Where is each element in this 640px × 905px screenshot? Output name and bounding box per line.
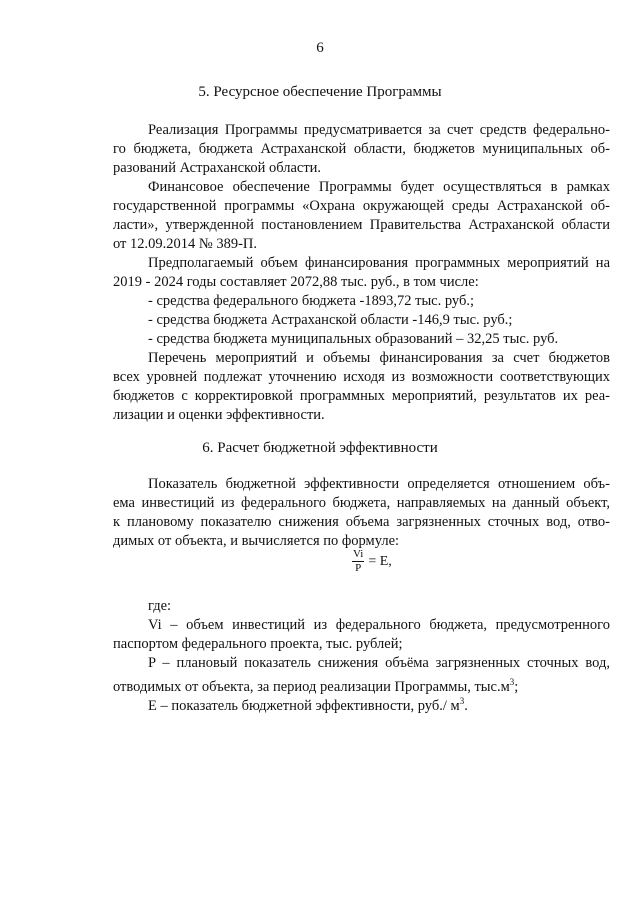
s5-line-13: Перечень мероприятий и объемы финансирования за счет бюджетов xyxy=(148,350,610,366)
s5-line-8: Предполагаемый объем финансирования программных мероприятий на xyxy=(148,255,610,271)
superscript-3: 3 xyxy=(509,677,515,687)
formula-numerator: Vi xyxy=(353,548,364,560)
s5-line-6: ласти», утвержденной постановлением Правительства Астраханской области xyxy=(113,217,610,233)
s5-line-5: государственной программы «Охрана окружающей среды Астраханской об- xyxy=(113,198,610,214)
where-label: где: xyxy=(148,598,172,614)
s5-line-2: го бюджета, бюджета Астраханской области, бюджетов муниципальных об- xyxy=(113,141,610,157)
s5-line-1: Реализация Программы предусматривается за счет средств федерально- xyxy=(148,122,610,138)
def-e-line: E – показатель бюджетной эффективности, руб./ $м^3$. xyxy=(148,696,468,714)
s5-line-4: Финансовое обеспечение Программы будет осуществляться в рамках xyxy=(148,179,610,195)
s5-line-10: - средства федерального бюджета -1893,72 тыс. руб.; xyxy=(148,293,475,309)
s6-line-3: к плановому показателю снижения объема загрязненных сточных вод, отво- xyxy=(113,514,610,530)
def-p-line-1: P – плановый показатель снижения объёма загрязненных сточных вод, xyxy=(148,655,610,671)
s5-line-11: - средства бюджета Астраханской области -146,9 тыс. руб.; xyxy=(148,312,513,328)
section6-heading: 6. Расчет бюджетной эффективности xyxy=(202,440,438,456)
s6-line-4: димых от объекта, и вычисляется по формуле: xyxy=(113,533,400,549)
s6-line-1: Показатель бюджетной эффективности определяется отношением объ- xyxy=(148,476,610,492)
s5-line-16: лизации и оценки эффективности. xyxy=(113,407,325,423)
formula-fraction xyxy=(352,548,364,575)
s5-line-12: - средства бюджета муниципальных образований – 32,25 тыс. руб. xyxy=(148,331,559,347)
section5-heading: 5. Ресурсное обеспечение Программы xyxy=(198,84,442,100)
page-number: 6 xyxy=(316,40,324,56)
s5-line-7: от 12.09.2014 № 389-П. xyxy=(113,236,258,252)
s5-line-9: 2019 - 2024 годы составляет 2072,88 тыс. руб., в том числе: xyxy=(113,274,479,290)
def-vi-line-2: паспортом федерального проекта, тыс. рублей; xyxy=(113,636,403,652)
formula-rhs: = E, xyxy=(368,553,392,569)
s5-line-3: разований Астраханской области. xyxy=(113,160,322,176)
def-p-line-2: отводимых от объекта, за период реализации Программы, $тыс.м^3$; xyxy=(113,677,519,695)
def-vi-line-1: Vi – объем инвестиций из федерального бюджета, предусмотренного xyxy=(148,617,610,633)
efficiency-formula xyxy=(352,548,392,575)
superscript-3: 3 xyxy=(459,696,465,706)
s6-line-2: ема инвестиций из федерального бюджета, направляемых на данный объект, xyxy=(113,495,610,511)
formula-denominator: P xyxy=(355,562,362,574)
s5-line-15: бюджетов с корректировкой программных мероприятий, результатов их реа- xyxy=(113,388,610,404)
s5-line-14: всех уровней подлежат уточнению исходя из возможности соответствующих xyxy=(113,369,610,385)
